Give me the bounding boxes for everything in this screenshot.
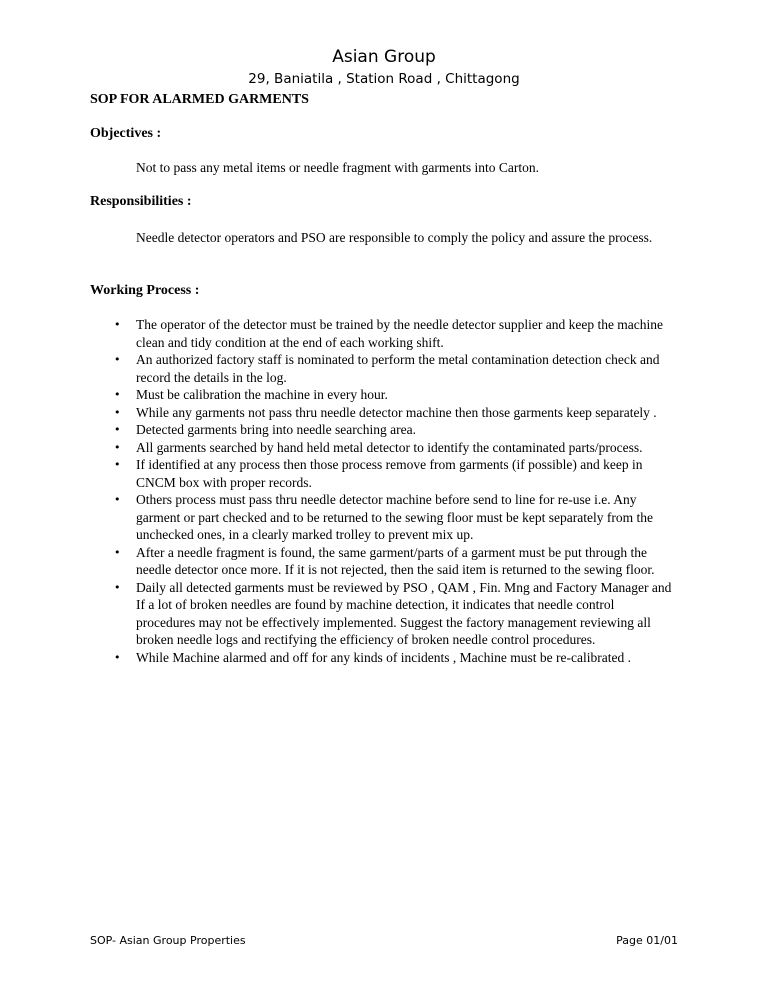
list-item bbox=[0, 579, 672, 649]
bullet-icon: • bbox=[114, 423, 121, 436]
bullet-icon: • bbox=[114, 318, 121, 331]
bullet-icon: • bbox=[114, 650, 121, 664]
bullet-icon: • bbox=[114, 493, 121, 506]
working-process-list bbox=[0, 316, 768, 666]
list-item bbox=[0, 544, 672, 579]
list-item-text: While any garments not pass thru needle detector machine then those garments keep separately . bbox=[136, 404, 657, 420]
bullet-icon: • bbox=[114, 388, 121, 401]
list-item bbox=[0, 439, 672, 457]
list-item-text: After a needle fragment is found, the same garment/parts of a garment must be put through the needle detector once more. If it is not rejected, then the said item is returned to the sewing floor. bbox=[136, 544, 655, 577]
company-address: 29, Baniatila , Station Road , Chittagong bbox=[248, 71, 520, 87]
bullet-icon: • bbox=[114, 405, 121, 419]
bullet-icon: • bbox=[114, 353, 121, 366]
working-process-heading: Working Process : bbox=[90, 283, 200, 298]
list-item-text: The operator of the detector must be trained by the needle detector supplier and keep the machine clean and tidy condition at the end of each working shift. bbox=[136, 317, 664, 350]
list-item bbox=[0, 386, 672, 404]
list-item-text: If identified at any process then those process remove from garments (if possible) and keep in CNCM box with proper records. bbox=[136, 457, 643, 490]
objectives-heading: Objectives : bbox=[90, 126, 162, 141]
bullet-icon: • bbox=[114, 440, 121, 454]
footer-left: SOP- Asian Group Properties bbox=[90, 934, 246, 947]
list-item bbox=[0, 316, 672, 351]
objectives-text: Not to pass any metal items or needle fragment with garments into Carton. bbox=[136, 160, 540, 175]
bullet-icon: • bbox=[114, 580, 121, 594]
list-item bbox=[0, 421, 672, 439]
list-item-text: All garments searched by hand held metal detector to identify the contaminated parts/process. bbox=[136, 439, 643, 455]
list-item-text: Must be calibration the machine in every hour. bbox=[136, 387, 388, 402]
footer-page-number: Page 01/01 bbox=[616, 934, 678, 947]
list-item-text: Others process must pass thru needle detector machine before send to line for re-use i.e. Any garment or part checked and to be returned to the sewing floor must be kept separately from the unchecked ones, in a clearly marked trolley to prevent mix up. bbox=[136, 492, 653, 542]
company-name: Asian Group bbox=[332, 47, 436, 67]
list-item bbox=[0, 491, 672, 544]
responsibilities-text: Needle detector operators and PSO are responsible to comply the policy and assure the process. bbox=[136, 230, 653, 245]
bullet-icon: • bbox=[114, 458, 121, 471]
list-item-text: Daily all detected garments must be reviewed by PSO , QAM , Fin. Mng and Factory Manager and If a lot of broken needles are found by machine detection, it indicates that needle control procedures may not be effectively implemented. Suggest the factory management reviewing all broken needle logs and rectifying the efficiency of broken needle control procedures. bbox=[136, 579, 672, 647]
list-item-text: While Machine alarmed and off for any kinds of incidents , Machine must be re-calibrated . bbox=[136, 649, 631, 665]
list-item-text: An authorized factory staff is nominated to perform the metal contamination detection check and record the details in the log. bbox=[136, 352, 660, 385]
list-item bbox=[0, 456, 672, 491]
document-title: SOP FOR ALARMED GARMENTS bbox=[90, 92, 309, 107]
list-item bbox=[0, 351, 672, 386]
list-item-text: Detected garments bring into needle searching area. bbox=[136, 422, 416, 437]
responsibilities-heading: Responsibilities : bbox=[90, 194, 192, 209]
bullet-icon: • bbox=[114, 545, 121, 559]
list-item bbox=[0, 404, 672, 422]
list-item bbox=[0, 649, 672, 667]
